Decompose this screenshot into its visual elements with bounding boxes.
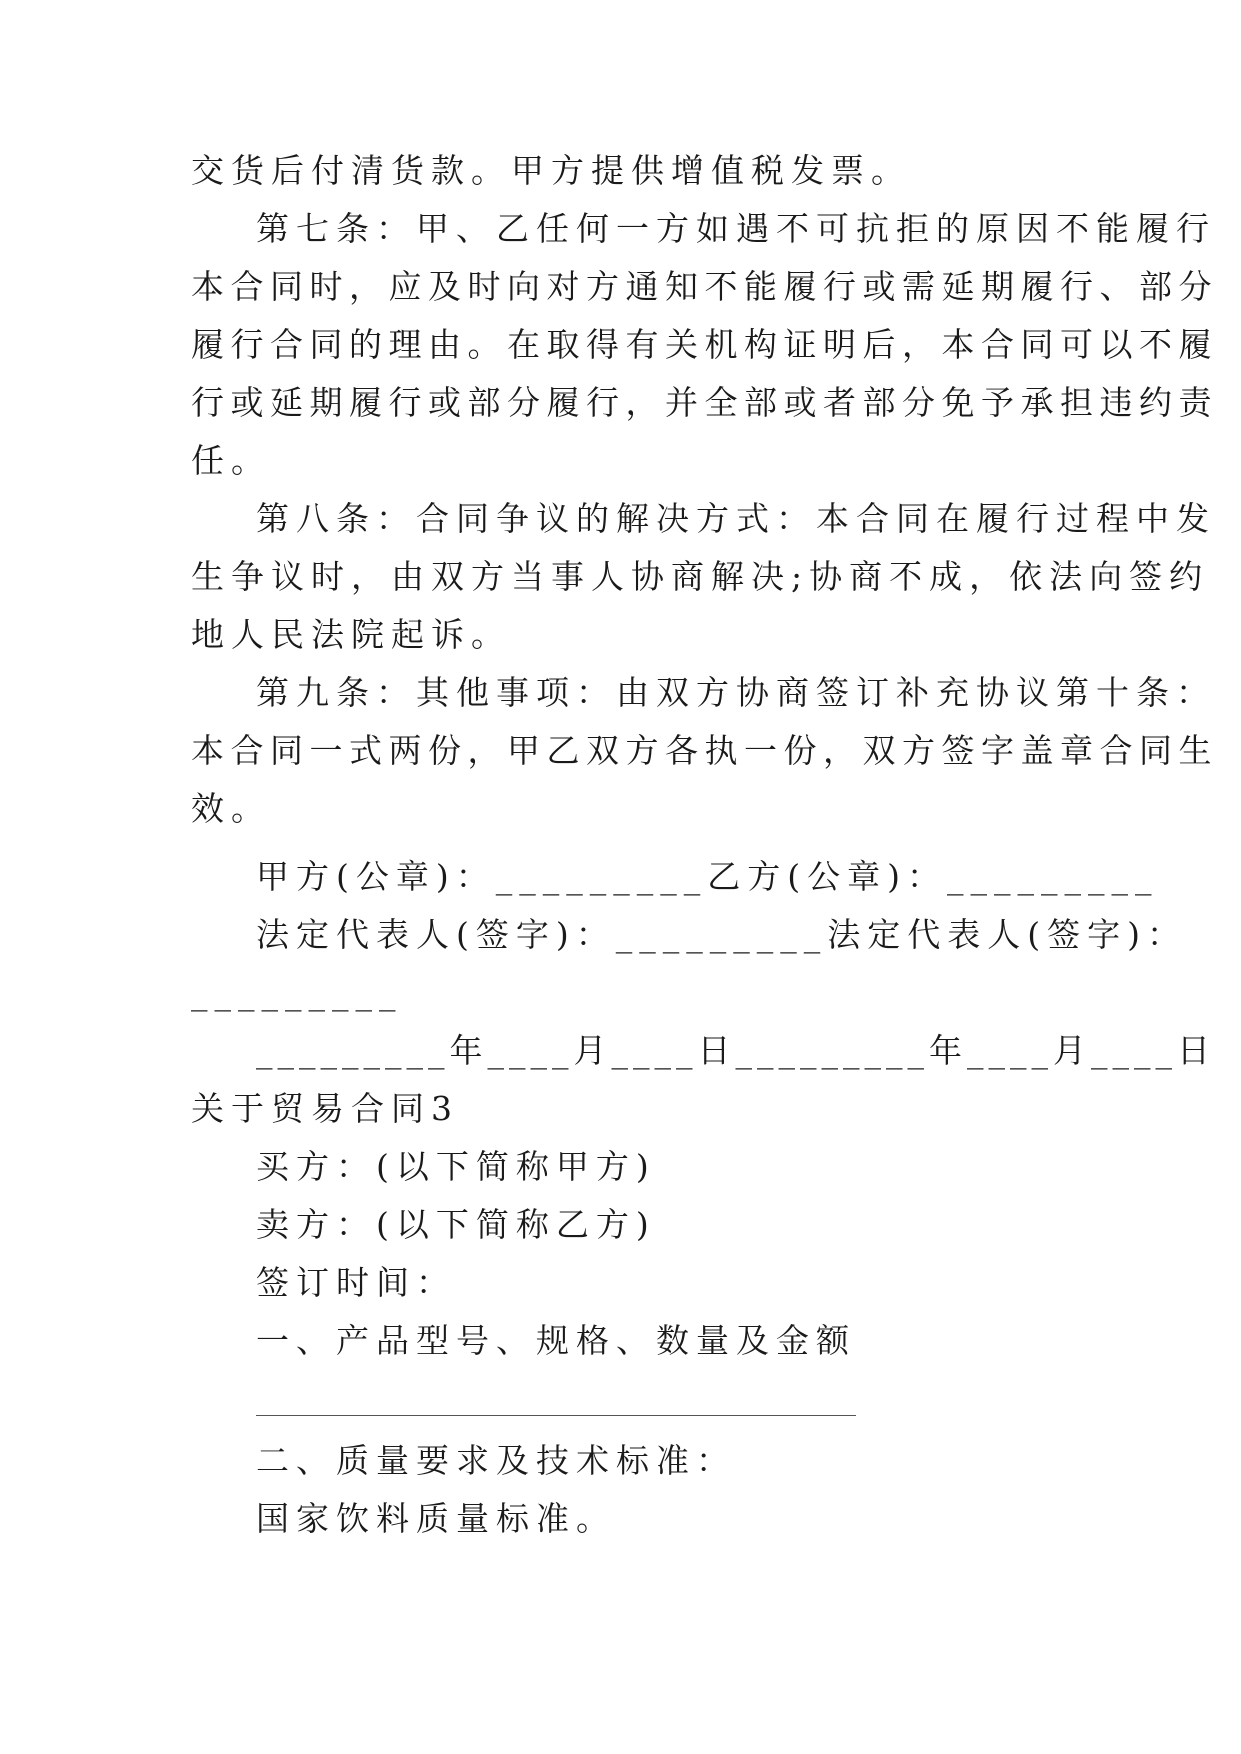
article-8-line: 第八条：合同争议的解决方式：本合同在履行过程中发 [256,499,1216,538]
paragraph-line: 本合同一式两份，甲乙双方各执一份，双方签字盖章合同生 [191,731,1218,770]
paragraph-line: 地人民法院起诉。 [191,615,511,654]
article-7-line: 第七条：甲、乙任何一方如遇不可抗拒的原因不能履行 [256,209,1216,248]
paragraph-line: 任。 [191,441,271,480]
paragraph-line: 履行合同的理由。在取得有关机构证明后，本合同可以不履 [191,325,1218,364]
clause-1-heading: 一、产品型号、规格、数量及金额 [256,1321,856,1360]
section-heading: 关于贸易合同3 [191,1089,459,1128]
clause-2-heading: 二、质量要求及技术标准： [256,1441,736,1480]
signature-blank: _________ [191,973,403,1012]
paragraph-line: 效。 [191,789,271,828]
paragraph-line: 生争议时，由双方当事人协商解决;协商不成，依法向签约 [191,557,1210,596]
article-9-line: 第九条：其他事项：由双方协商签订补充协议第十条： [256,673,1216,712]
paragraph-line: 本合同时，应及时向对方通知不能履行或需延期履行、部分 [191,267,1218,306]
date-line: _________年____月____日_________年____月____日 [256,1031,1215,1070]
quality-standard-line: 国家饮料质量标准。 [256,1499,616,1538]
signing-time-line: 签订时间： [256,1263,456,1302]
horizontal-rule [256,1415,856,1416]
party-seal-line: 甲方(公章)：_________乙方(公章)：_________ [256,857,1159,896]
seller-line: 卖方：(以下简称乙方) [256,1205,656,1244]
paragraph-line: 交货后付清货款。甲方提供增值税发票。 [191,151,911,190]
buyer-line: 买方：(以下简称甲方) [256,1147,656,1186]
paragraph-line: 行或延期履行或部分履行，并全部或者部分免予承担违约责 [191,383,1218,422]
legal-rep-signature-line: 法定代表人(签字)：_________法定代表人(签字)： [256,915,1187,954]
